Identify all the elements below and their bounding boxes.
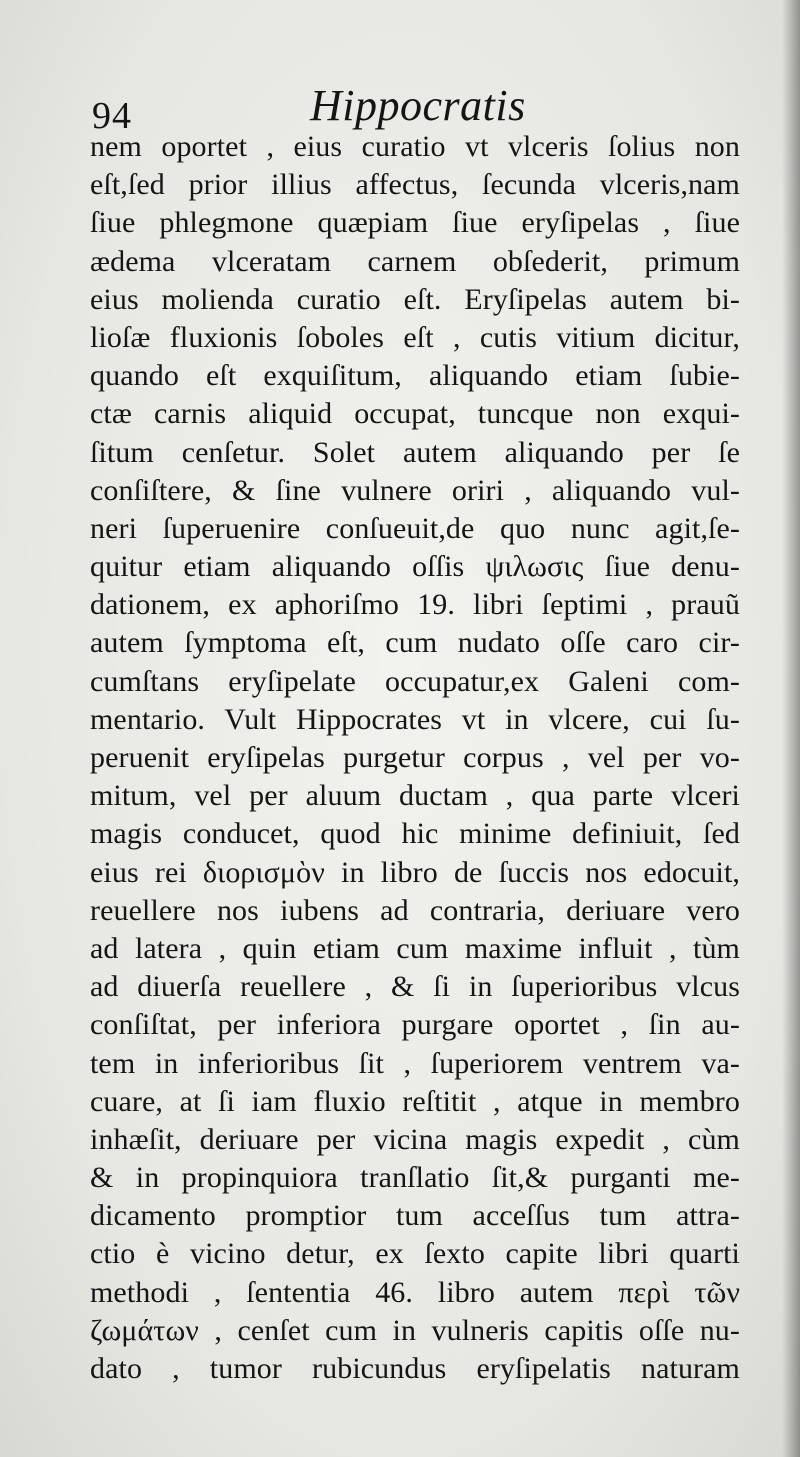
text-line: ζωμάτων , cenſet cum in vulneris capitis oſſe nu- bbox=[90, 1313, 740, 1347]
text-line: ſitum cenſetur. Solet autem aliquando per ſe bbox=[90, 435, 740, 469]
text-line: ſiue phlegmone quæpiam ſiue eryſipelas , ſiue bbox=[90, 206, 740, 240]
text-line: ædema vlceratam carnem obſederit, primum bbox=[90, 244, 740, 278]
text-line: mentario. Vult Hippocrates vt in vlcere, cui ſu- bbox=[90, 702, 740, 736]
text-line: reuellere nos iubens ad contraria, deriuare vero bbox=[90, 893, 740, 927]
text-line: tem in inferioribus ſit , ſuperiorem ventrem va- bbox=[90, 1046, 740, 1080]
text-line: quitur etiam aliquando oſſis ψιλωσις ſiue denu- bbox=[90, 550, 740, 584]
text-line: ad latera , quin etiam cum maxime influit , tùm bbox=[90, 931, 740, 965]
text-line: dationem, ex aphoriſmo 19. libri ſeptimi , prauũ bbox=[90, 588, 740, 622]
text-line: eius molienda curatio eſt. Eryſipelas autem bi- bbox=[90, 282, 740, 316]
text-line: ctio è vicino detur, ex ſexto capite libri quarti bbox=[90, 1237, 740, 1271]
text-line: eſt,ſed prior illius affectus, ſecunda vlceris,nam bbox=[90, 168, 740, 202]
text-line: cumſtans eryſipelate occupatur,ex Galeni com- bbox=[90, 664, 740, 698]
text-line: ad diuerſa reuellere , & ſi in ſuperioribus vlcus bbox=[90, 970, 740, 1004]
body-text bbox=[90, 128, 740, 1388]
text-line: neri ſuperuenire conſueuit,de quo nunc agit,ſe- bbox=[90, 511, 740, 545]
text-line: & in propinquiora tranſlatio ſit,& purganti me- bbox=[90, 1161, 740, 1195]
text-line: autem ſymptoma eſt, cum nudato oſſe caro cir- bbox=[90, 626, 740, 660]
text-line: dicamento promptior tum acceſſus tum attra- bbox=[90, 1199, 740, 1233]
text-line: nem oportet , eius curatio vt vlceris ſolius non bbox=[90, 130, 740, 163]
text-line: magis conducet, quod hic minime definiuit, ſed bbox=[90, 817, 740, 851]
page-number: 94 bbox=[92, 95, 132, 137]
text-line: conſiſtere, & ſine vulnere oriri , aliquando vul- bbox=[90, 473, 740, 507]
text-line: mitum, vel per aluum ductam , qua parte vlceri bbox=[90, 779, 740, 813]
text-line: inhæſit, deriuare per vicina magis expedit , cùm bbox=[90, 1122, 740, 1156]
text-line: conſiſtat, per inferiora purgare oportet , ſin au- bbox=[90, 1008, 740, 1042]
text-line: peruenit eryſipelas purgetur corpus , vel per vo- bbox=[90, 741, 740, 774]
text-line: ctæ carnis aliquid occupat, tuncque non exqui- bbox=[90, 397, 740, 431]
text-line: lioſæ fluxionis ſoboles eſt , cutis vitium dicitur, bbox=[90, 320, 740, 354]
page-edge-shadow bbox=[782, 0, 800, 1457]
text-line: eius rei διορισμὸν in libro de ſuccis nos edocuit, bbox=[90, 855, 740, 889]
text-line: cuare, at ſi iam fluxio reſtitit , atque in membro bbox=[90, 1084, 740, 1118]
text-line: methodi , ſententia 46. libro autem περὶ τῶν bbox=[90, 1275, 740, 1309]
text-line: dato , tumor rubicundus eryſipelatis naturam bbox=[90, 1352, 740, 1385]
text-line: quando eſt exquiſitum, aliquando etiam ſubie- bbox=[90, 359, 740, 393]
running-head: Hippocratis bbox=[310, 81, 526, 130]
